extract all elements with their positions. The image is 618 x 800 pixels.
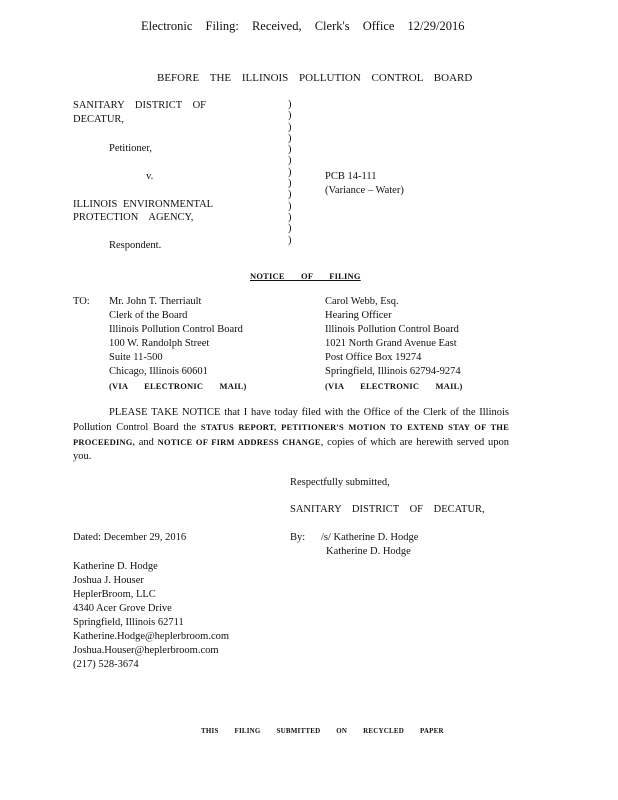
recipient-right-line: Carol Webb, Esq.: [325, 296, 399, 307]
recipient-right-line: Springfield, Illinois 62794-9274: [325, 366, 461, 377]
case-type: (Variance – Water): [325, 185, 404, 196]
recipient-left-line: Mr. John T. Therriault: [109, 296, 202, 307]
recipient-left-line: Chicago, Illinois 60601: [109, 366, 208, 377]
notice-change-title: NOTICE OF FIRM ADDRESS CHANGE: [157, 437, 321, 447]
by-label: By:: [290, 532, 306, 543]
counsel-line: HeplerBroom, LLC: [73, 589, 156, 600]
counsel-line: Joshua J. Houser: [73, 575, 144, 586]
recipient-left-delivery: (VIA ELECTRONIC MAIL): [109, 381, 247, 391]
date-line: Dated: December 29, 2016: [73, 532, 187, 543]
respondent-name-line1: ILLINOIS ENVIRONMENTAL: [73, 199, 214, 210]
counsel-line: Katherine D. Hodge: [73, 561, 158, 572]
board-title: BEFORE THE ILLINOIS POLLUTION CONTROL BOARD: [157, 72, 473, 84]
respondent-label: Respondent.: [109, 240, 162, 251]
notice-paragraph: [73, 406, 509, 464]
case-number: PCB 14-111: [325, 171, 377, 182]
recipient-right-delivery: (VIA ELECTRONIC MAIL): [325, 381, 463, 391]
paragraph-text: , copies of which are herewith served upon you.: [73, 437, 509, 462]
petitioner-name-line2: DECATUR,: [73, 114, 125, 125]
counsel-email: Joshua.Houser@heplerbroom.com: [73, 645, 219, 656]
versus-label: v.: [146, 171, 154, 182]
recipient-right-line: Post Office Box 19274: [325, 352, 422, 363]
petitioner-label: Petitioner,: [109, 143, 153, 154]
counsel-email: Katherine.Hodge@heplerbroom.com: [73, 631, 230, 642]
recipient-left-line: Illinois Pollution Control Board: [109, 324, 243, 335]
to-label: TO:: [73, 296, 90, 307]
recycled-paper-footer: THIS FILING SUBMITTED ON RECYCLED PAPER: [201, 727, 444, 735]
signer-name: Katherine D. Hodge: [326, 546, 411, 557]
recipient-left-line: 100 W. Randolph Street: [109, 338, 210, 349]
counsel-line: 4340 Acer Grove Drive: [73, 603, 172, 614]
respondent-name-line2: PROTECTION AGENCY,: [73, 212, 194, 223]
closing-text: Respectfully submitted,: [290, 477, 390, 488]
status-report-title: STATUS REPORT,: [200, 422, 277, 432]
filing-header: Electronic Filing: Received, Clerk's Office 12/29/2016: [141, 19, 465, 33]
paragraph-text: and: [134, 437, 158, 448]
recipient-right-line: 1021 North Grand Avenue East: [325, 338, 457, 349]
caption-parentheses: ) ) ) ) ) ) ) ) ) ) ) ) ): [288, 99, 292, 246]
notice-title: NOTICE OF FILING: [250, 271, 361, 281]
signature-org: SANITARY DISTRICT OF DECATUR,: [290, 504, 485, 515]
petitioner-name-line1: SANITARY DISTRICT OF: [73, 100, 207, 111]
paragraph-text: PLEASE TAKE NOTICE that I have today filed with the Office of the Clerk of the Illinois Pollution Control Board the: [73, 407, 509, 433]
motion-title: PETITIONER'S MOTION TO EXTEND STAY OF THE PROCEEDING,: [73, 422, 509, 447]
electronic-signature: /s/ Katherine D. Hodge: [321, 532, 419, 543]
counsel-line: Springfield, Illinois 62711: [73, 617, 184, 628]
recipient-left-line: Suite 11-500: [109, 352, 163, 363]
recipient-right-line: Illinois Pollution Control Board: [325, 324, 459, 335]
recipient-right-line: Hearing Officer: [325, 310, 392, 321]
recipient-left-line: Clerk of the Board: [109, 310, 188, 321]
counsel-phone: (217) 528-3674: [73, 659, 139, 670]
